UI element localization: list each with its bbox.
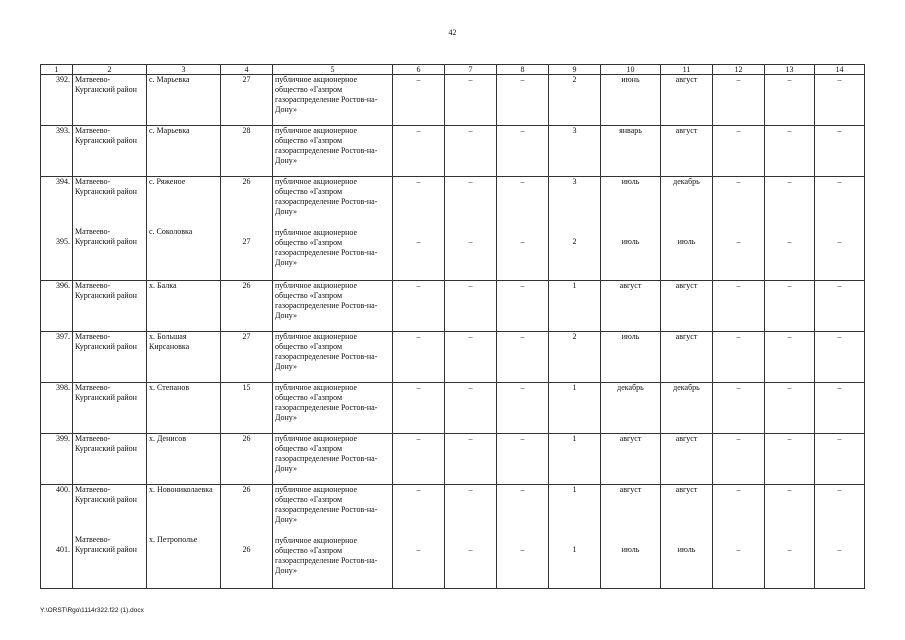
value-cell: 15	[221, 383, 273, 434]
end-month-cell: август	[661, 281, 713, 332]
column-header: 4	[221, 65, 273, 75]
value-cell: – –	[445, 485, 497, 589]
organization-cell: публичное акционерное общество «Газпром газораспределение Ростов-на-Дону»	[273, 75, 393, 126]
value-cell: –	[393, 383, 445, 434]
file-path-footer: Y:\ORST\Rgo\1114r322.f22 (1).docx	[40, 607, 144, 614]
start-month-cell: июнь	[601, 75, 661, 126]
district-cell: Матвеево-Курганский район	[73, 332, 147, 383]
value-cell: 26 27	[221, 177, 273, 281]
start-month-cell: июль	[601, 332, 661, 383]
value-cell: –	[393, 332, 445, 383]
value-cell: –	[445, 383, 497, 434]
value-cell: –	[497, 126, 549, 177]
value-cell: 27	[221, 332, 273, 383]
value-cell: –	[765, 281, 815, 332]
value-cell: –	[713, 434, 765, 485]
end-month-cell: август	[661, 332, 713, 383]
organization-cell: публичное акционерное общество «Газпром газораспределение Ростов-на-Дону» публичное акционерное общество «Газпром газораспределение Ростов-на-Дону»	[273, 485, 393, 589]
value-cell: – –	[765, 177, 815, 281]
district-cell: Матвеево-Курганский район	[73, 281, 147, 332]
settlement-cell: х. Степанов	[147, 383, 221, 434]
row-number: 392.	[41, 75, 73, 126]
value-cell: –	[765, 383, 815, 434]
settlement-cell: с. Ряженое с. Соколовка	[147, 177, 221, 281]
organization-cell: публичное акционерное общество «Газпром газораспределение Ростов-на-Дону»	[273, 434, 393, 485]
settlement-cell: х. Новониколаевка х. Петрополье	[147, 485, 221, 589]
value-cell: –	[497, 434, 549, 485]
value-cell: –	[393, 281, 445, 332]
table-row	[41, 177, 865, 281]
value-cell: 3	[549, 126, 601, 177]
start-month-cell: январь	[601, 126, 661, 177]
value-cell: – –	[393, 485, 445, 589]
organization-cell: публичное акционерное общество «Газпром газораспределение Ростов-на-Дону»	[273, 126, 393, 177]
value-cell: –	[497, 281, 549, 332]
table-row	[41, 126, 865, 177]
value-cell: –	[815, 383, 865, 434]
column-header: 12	[713, 65, 765, 75]
settlement-cell: х. Денисов	[147, 434, 221, 485]
organization-cell: публичное акционерное общество «Газпром газораспределение Ростов-на-Дону» публичное акционерное общество «Газпром газораспределение Ростов-на-Дону»	[273, 177, 393, 281]
value-cell: –	[815, 332, 865, 383]
value-cell: 1 1	[549, 485, 601, 589]
value-cell: –	[815, 126, 865, 177]
row-number: 393.	[41, 126, 73, 177]
table-header-row	[41, 65, 865, 75]
value-cell: –	[497, 332, 549, 383]
value-cell: 28	[221, 126, 273, 177]
end-month-cell: август	[661, 434, 713, 485]
value-cell: – –	[815, 177, 865, 281]
organization-cell: публичное акционерное общество «Газпром газораспределение Ростов-на-Дону»	[273, 281, 393, 332]
district-cell: Матвеево-Курганский район	[73, 126, 147, 177]
value-cell: –	[497, 383, 549, 434]
table-row	[41, 383, 865, 434]
page-number: 42	[448, 28, 457, 37]
value-cell: –	[765, 434, 815, 485]
value-cell: –	[445, 126, 497, 177]
row-number: 394. 395.	[41, 177, 73, 281]
start-month-cell: июль июль	[601, 177, 661, 281]
row-number: 397.	[41, 332, 73, 383]
value-cell: – –	[497, 485, 549, 589]
value-cell: –	[445, 434, 497, 485]
value-cell: 1	[549, 434, 601, 485]
value-cell: – –	[713, 177, 765, 281]
row-number: 400. 401.	[41, 485, 73, 589]
column-header: 7	[445, 65, 497, 75]
value-cell: –	[765, 332, 815, 383]
value-cell: – –	[497, 177, 549, 281]
start-month-cell: август	[601, 434, 661, 485]
table-row	[41, 485, 865, 589]
value-cell: –	[713, 383, 765, 434]
value-cell: –	[713, 126, 765, 177]
column-header: 8	[497, 65, 549, 75]
value-cell: –	[713, 281, 765, 332]
value-cell: – –	[765, 485, 815, 589]
column-header: 6	[393, 65, 445, 75]
end-month-cell: декабрь	[661, 383, 713, 434]
value-cell: –	[393, 126, 445, 177]
end-month-cell: август июль	[661, 485, 713, 589]
value-cell: –	[765, 75, 815, 126]
value-cell: 2	[549, 75, 601, 126]
column-header: 1	[41, 65, 73, 75]
value-cell: – –	[393, 177, 445, 281]
table-row	[41, 434, 865, 485]
value-cell: –	[445, 75, 497, 126]
value-cell: 1	[549, 281, 601, 332]
table-row	[41, 75, 865, 126]
start-month-cell: август	[601, 281, 661, 332]
end-month-cell: август	[661, 126, 713, 177]
column-header: 14	[815, 65, 865, 75]
value-cell: –	[815, 434, 865, 485]
column-header: 2	[73, 65, 147, 75]
settlement-cell: с. Марьевка	[147, 126, 221, 177]
value-cell: 26	[221, 281, 273, 332]
value-cell: –	[393, 434, 445, 485]
column-header: 13	[765, 65, 815, 75]
start-month-cell: август июль	[601, 485, 661, 589]
district-cell: Матвеево-Курганский район	[73, 434, 147, 485]
district-cell: Матвеево-Курганский район	[73, 383, 147, 434]
table-row	[41, 281, 865, 332]
row-number: 398.	[41, 383, 73, 434]
value-cell: –	[497, 75, 549, 126]
column-header: 10	[601, 65, 661, 75]
column-header: 11	[661, 65, 713, 75]
column-header: 9	[549, 65, 601, 75]
organization-cell: публичное акционерное общество «Газпром газораспределение Ростов-на-Дону»	[273, 383, 393, 434]
table-row	[41, 332, 865, 383]
value-cell: – –	[445, 177, 497, 281]
value-cell: –	[393, 75, 445, 126]
value-cell: 2	[549, 332, 601, 383]
row-number: 399.	[41, 434, 73, 485]
value-cell: 26	[221, 434, 273, 485]
end-month-cell: август	[661, 75, 713, 126]
district-cell: Матвеево-Курганский район	[73, 75, 147, 126]
district-cell: Матвеево-Курганский район Матвеево-Курганский район	[73, 485, 147, 589]
column-header: 5	[273, 65, 393, 75]
value-cell: –	[815, 75, 865, 126]
settlement-cell: х. Большая Кирсановка	[147, 332, 221, 383]
value-cell: –	[713, 75, 765, 126]
settlement-cell: с. Марьевка	[147, 75, 221, 126]
organization-cell: публичное акционерное общество «Газпром газораспределение Ростов-на-Дону»	[273, 332, 393, 383]
value-cell: 26 26	[221, 485, 273, 589]
end-month-cell: декабрь июль	[661, 177, 713, 281]
value-cell: – –	[713, 485, 765, 589]
row-number: 396.	[41, 281, 73, 332]
value-cell: –	[765, 126, 815, 177]
value-cell: – –	[815, 485, 865, 589]
value-cell: 1	[549, 383, 601, 434]
district-cell: Матвеево-Курганский район Матвеево-Курганский район	[73, 177, 147, 281]
column-header: 3	[147, 65, 221, 75]
value-cell: –	[445, 332, 497, 383]
value-cell: 27	[221, 75, 273, 126]
settlement-cell: х. Балка	[147, 281, 221, 332]
gasification-table	[40, 64, 865, 589]
start-month-cell: декабрь	[601, 383, 661, 434]
value-cell: –	[815, 281, 865, 332]
value-cell: –	[713, 332, 765, 383]
value-cell: –	[445, 281, 497, 332]
value-cell: 3 2	[549, 177, 601, 281]
